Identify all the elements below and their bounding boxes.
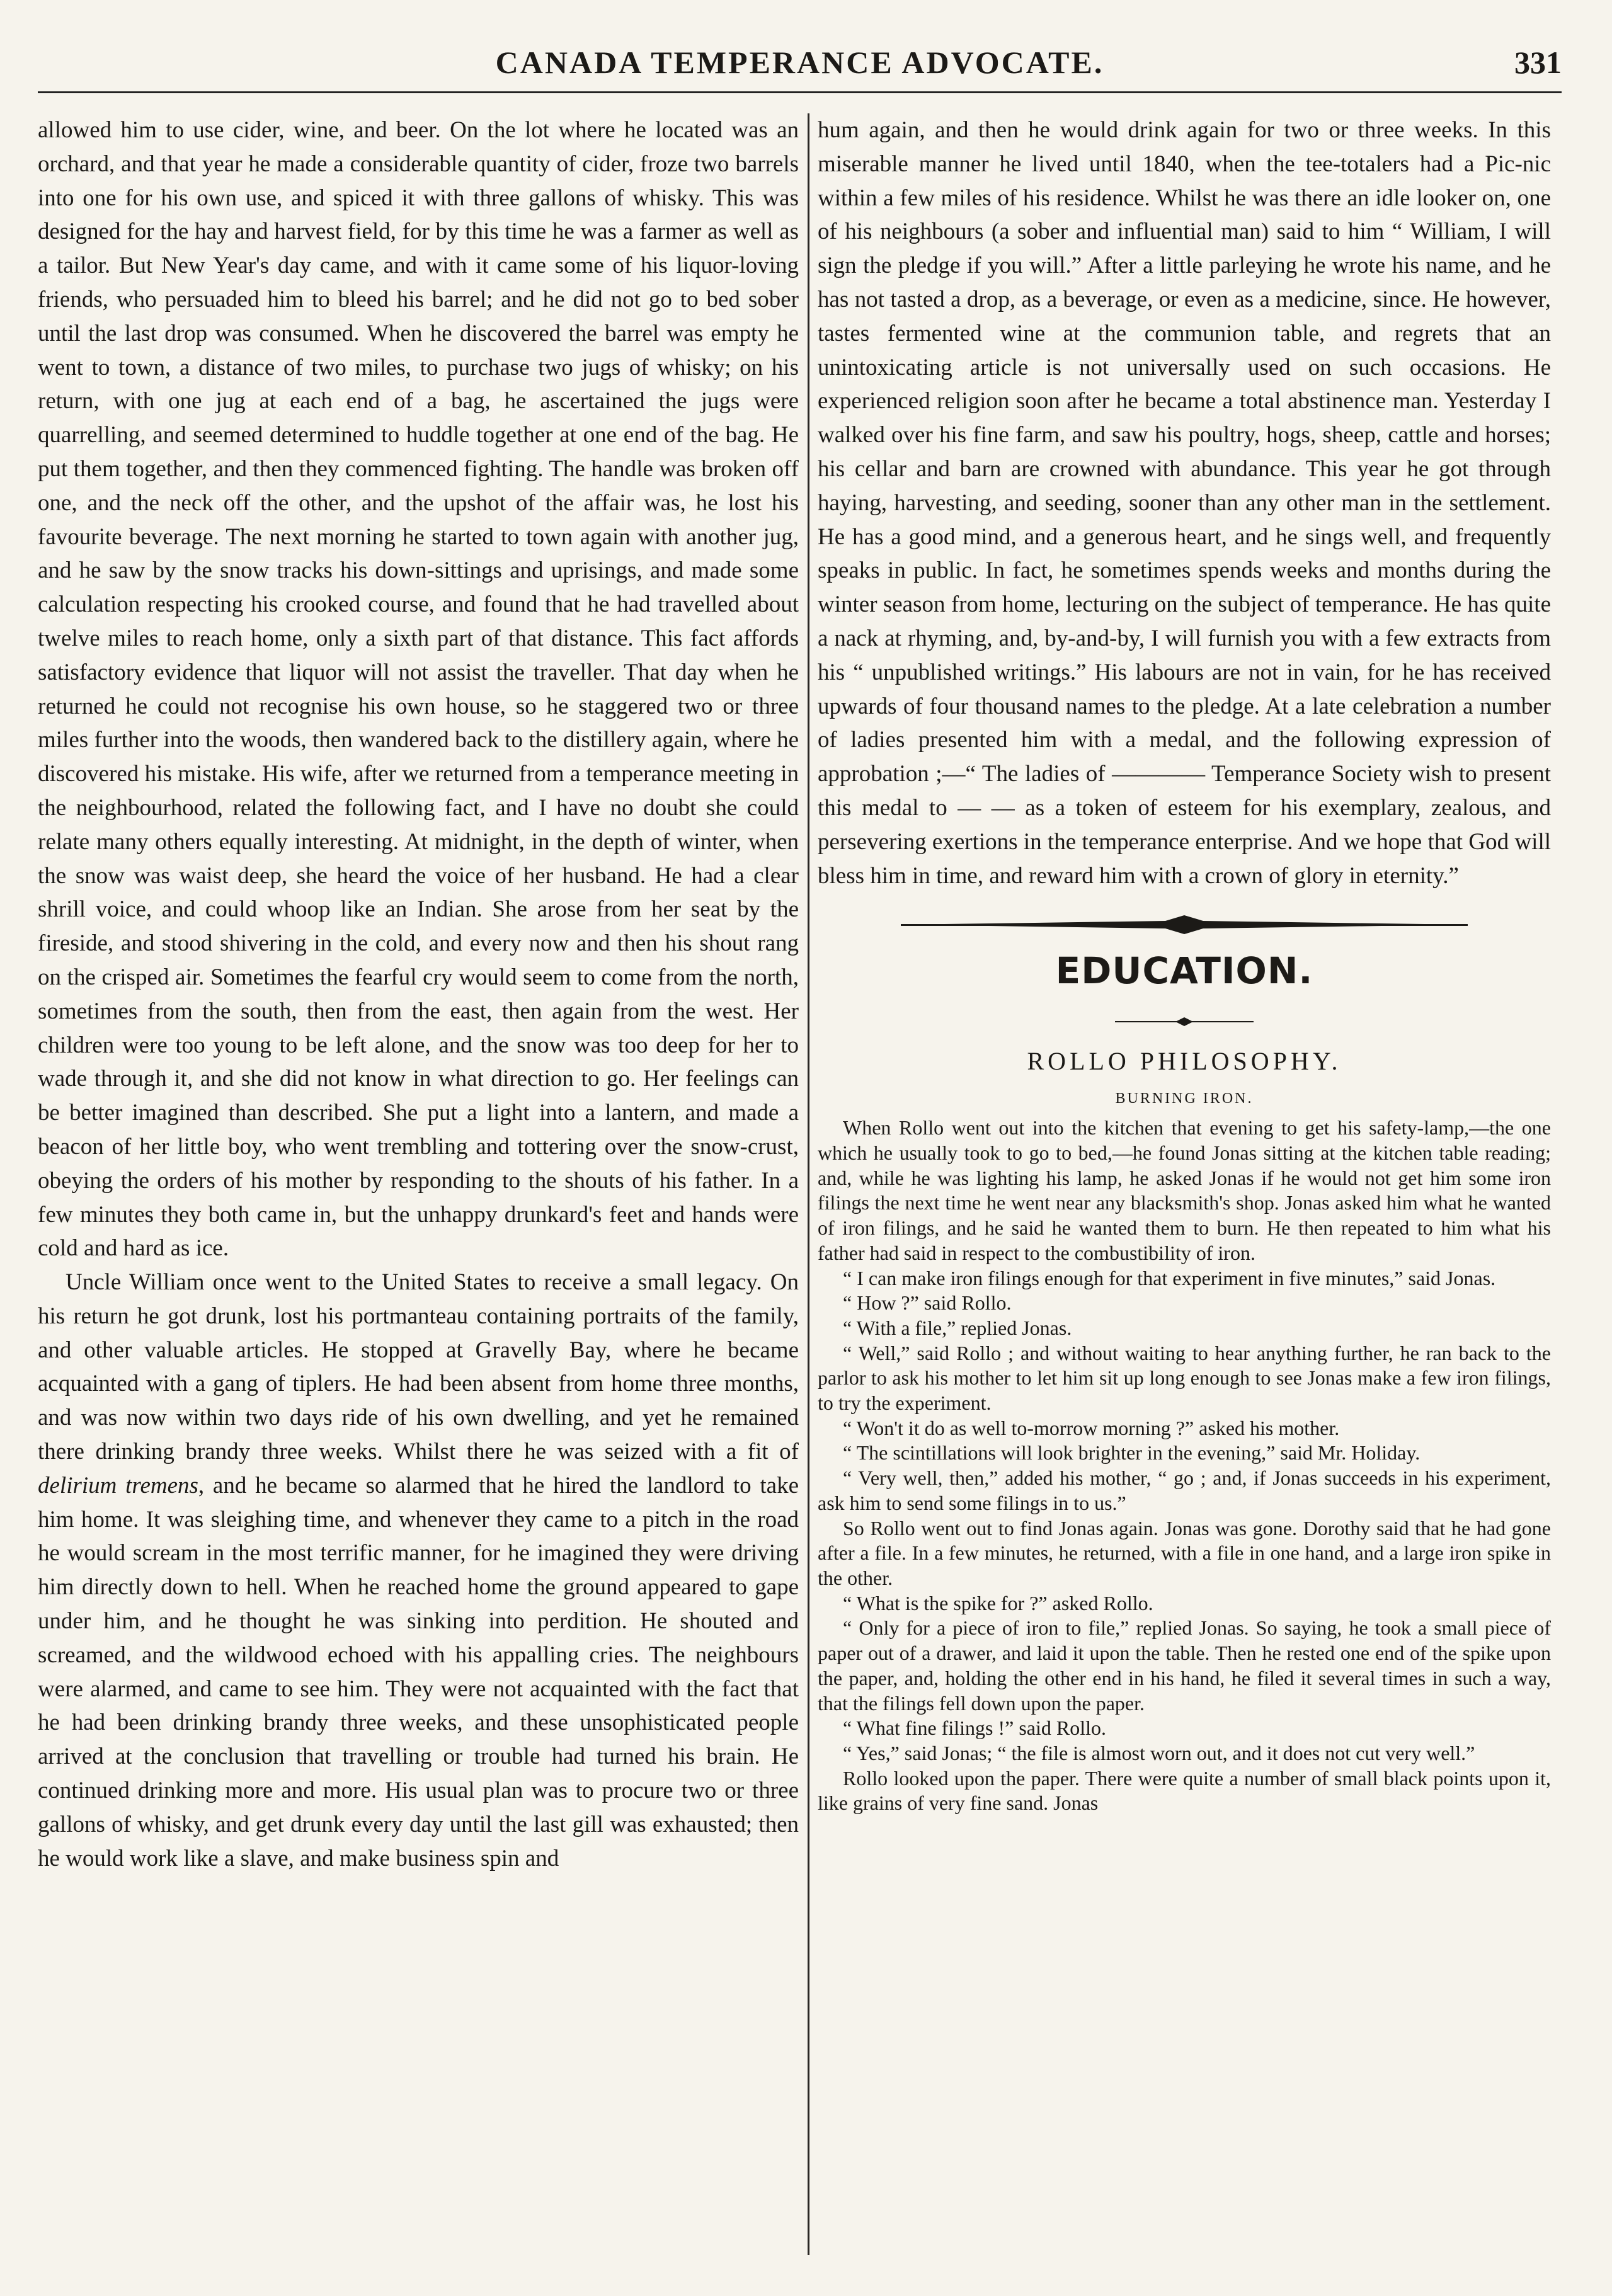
publication-title: CANADA TEMPERANCE ADVOCATE. (495, 45, 1104, 80)
article-paragraph: “ Well,” said Rollo ; and without waiting to hear anything further, he ran back to the parlor to ask his mother to let him sit up long enough to see Jonas make a few iron filings, to try the experiment. (818, 1341, 1551, 1415)
article-paragraph: “ With a file,” replied Jonas. (843, 1316, 1072, 1339)
section-ornament-rule (818, 909, 1551, 942)
section-title: EDUCATION. (1055, 949, 1313, 993)
page-number: 331 (1514, 45, 1562, 80)
article-title: ROLLO PHILOSOPHY. (1027, 1047, 1342, 1076)
article-paragraph: So Rollo went out to find Jonas again. Jonas was gone. Dorothy said that he had gone after a file. In a few minutes, he returned, with a file in one hand, and a large iron spike in the other. (818, 1516, 1551, 1589)
column-divider (808, 113, 809, 2255)
right-continuation-paragraph: hum again, and then he would drink again for two or three weeks. In this miserable manner he lived until 1840, when the tee-totalers had a Pic-nic within a few miles of his residence. Whilst he was there an idle looker on, one of his neighbours (a sober and influential man) said to him “ William, I will sign the pledge if you will.” After a little parleying he wrote his name, and he has not tasted a drop, as a beverage, or even as a medicine, since. He however, tastes fermented wine at the communion table, and regrets that an unintoxicating article is not universally used on such occasions. He experienced religion soon after he became a total abstinence man. Yesterday I walked over his fine farm, and saw his poultry, hogs, sheep, cattle and horses; his cellar and barn are crowned with abundance. This year he got through haying, harvesting, and seeding, sooner than any other man in the settlement. He has a good mind, and a generous heart, and he sings well, and frequently speaks in public. In fact, he sometimes spends weeks and months during the winter season from home, lecturing on the subject of temperance. He has quite a nack at rhyming, and, by-and-by, I will furnish you with a few extracts from his “ unpublished writings.” His labours are not in vain, for he has received upwards of four thousand names to the pledge. At a late celebration a number of ladies presented him with a medal, and the following expression of approbation ;—“ The ladies of ———— Temperance Society wish to present this medal to — — as a token of esteem for his exemplary, zealous, and persevering exertions in the temperance enterprise. And we hope that God will bless him in time, and reward him with a crown of glory in eternity.” (818, 117, 1551, 889)
article-paragraph: “ Won't it do as well to-morrow morning ?” asked his mother. (843, 1416, 1340, 1439)
article-paragraph: “ What is the spike for ?” asked Rollo. (843, 1591, 1153, 1614)
article-paragraph: “ What fine filings !” said Rollo. (843, 1716, 1106, 1740)
left-column (38, 113, 799, 2268)
article-paragraph: “ Very well, then,” added his mother, “ go ; and, if Jonas succeeds in his experiment, ask him to send some filings in to us.” (818, 1466, 1551, 1514)
section-small-rule (818, 1012, 1551, 1037)
paragraph-2-text-b: , and he became so alarmed that he hired the landlord to take him home. It was sleighing time, and whenever they came to a pitch in the road he would scream in the most terrific manner, for he imagined they were driving him directly down to hell. When he reached home the ground appeared to gape under him, and he thought he was sinking into perdition. He shouted and screamed, and the wildwood echoed with his appalling cries. The neighbours were alarmed, and came to see him. They were not acquainted with the fact that he had been drinking brandy three weeks, and these unsophisticated people arrived at the conclusion that travelling or trouble had turned his brain. He continued drinking more and more. His usual plan was to procure two or three gallons of whisky, and get drunk every day until the last gill was exhausted; then he would work like a slave, and make business spin and (38, 1472, 799, 1871)
article-paragraph: When Rollo went out into the kitchen that evening to get his safety-lamp,—the one which he usually took to go to bed,—he found Jonas sitting at the kitchen table reading; and, while he was lighting his lamp, he asked Jonas if he would not get him some iron filings the next time he went near any blacksmith's shop. Jonas asked him what he wanted of iron filings, and he said he wanted them to burn. He then repeated to him what his father had said in respect to the combustibility of iron. (818, 1116, 1551, 1264)
article-paragraph: “ Only for a piece of iron to file,” replied Jonas. So saying, he took a small piece of paper out of a drawer, and laid it upon the table. Then he rested one end of the spike upon the paper, and, holding the other end in his hand, he filed it several times in such a way, that the filings fell down upon the paper. (818, 1616, 1551, 1715)
article-subtitle: BURNING IRON. (1115, 1090, 1254, 1107)
article-paragraph: Rollo looked upon the paper. There were quite a number of small black points upon it, like grains of very fine sand. Jonas (818, 1766, 1551, 1815)
right-column (818, 113, 1551, 2268)
article-paragraph: “ I can make iron filings enough for that experiment in five minutes,” said Jonas. (843, 1266, 1496, 1289)
left-paragraph-2 (38, 1265, 799, 1875)
paragraph-2-italic-term: delirium tremens (38, 1472, 198, 1499)
article-body (818, 1116, 1551, 1816)
page-header (38, 44, 1562, 93)
article-paragraph: “ How ?” said Rollo. (843, 1291, 1012, 1315)
left-paragraph-1: allowed him to use cider, wine, and beer. On the lot where he located was an orchard, and that year he made a considerable quantity of cider, froze two barrels into one for his own use, and spiced it with three gallons of whisky. This was designed for the hay and harvest field, for by this time he was a farmer as well as a tailor. But New Year's day came, and with it came some of his liquor-loving friends, who persuaded him to bleed his barrel; and he did not go to bed sober until the last drop was consumed. When he discovered the barrel was empty he went to town, a distance of two miles, to purchase two jugs of whisky; on his return, with one jug at each end of a bag, he ascertained the jugs were quarrelling, and seemed determined to huddle together at one end of the bag. He put them together, and then they commenced fighting. The handle was broken off one, and the neck off the other, and the upshot of the affair was, he lost his favourite beverage. The next morning he started to town again with another jug, and he saw by the snow tracks his down-sittings and uprisings, and made some calculation respecting his crooked course, and found that he had travelled about twelve miles to reach home, only a sixth part of that distance. This fact affords satisfactory evidence that liquor will not assist the traveller. That day when he returned he could not recognise his own house, so he staggered two or three miles further into the woods, then wandered back to the distillery again, where he discovered his mistake. His wife, after we returned from a temperance meeting in the neighbourhood, related the following fact, and I have no doubt she could relate many others equally interesting. At midnight, in the depth of winter, when the snow was waist deep, she heard the voice of her husband. He had a clear shrill voice, and could whoop like an Indian. She arose from her seat by the fireside, and stood shivering in the cold, and every now and then his shout rang on the crisped air. Sometimes the fearful cry would seem to come from the north, sometimes from the south, then from the east, then again from the west. Her children were too young to be left alone, and the snow was too deep for her to wade through it, and she did not know in what direction to go. Her feelings can be better imagined than described. She put a light into a lantern, and made a beacon of her little boy, who went trembling and tottering over the snow-crust, obeying the orders of his mother by responding to the shouts of his father. In a few minutes they both came in, but the unhappy drunkard's feet and hands were cold and hard as ice. (38, 117, 799, 1262)
paragraph-2-text-a: Uncle William once went to the United States to receive a small legacy. On his return he got drunk, lost his portmanteau containing portraits of the family, and other valuable articles. He stopped at Gravelly Bay, where he became acquainted with a gang of tiplers. He had been absent from home three months, and was now within two days ride of his own dwelling, and yet he remained there drinking brandy three weeks. Whilst there he was seized with a fit of (38, 1269, 799, 1465)
article-paragraph: “ Yes,” said Jonas; “ the file is almost worn out, and it does not cut very well.” (843, 1741, 1475, 1764)
article-paragraph: “ The scintillations will look brighter in the evening,” said Mr. Holiday. (843, 1441, 1421, 1465)
